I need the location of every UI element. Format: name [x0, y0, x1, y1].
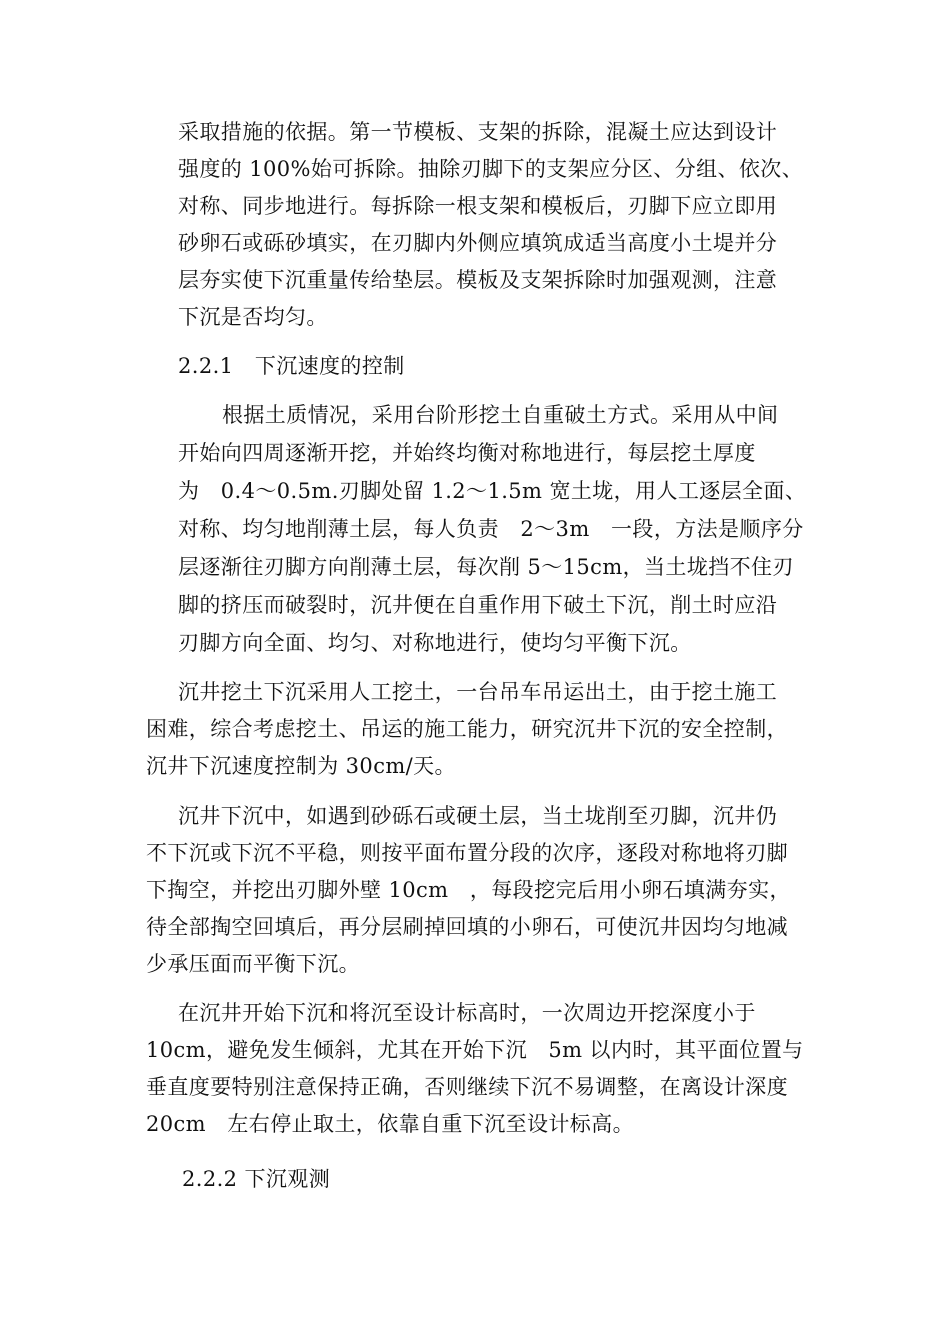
text-line: 对称、均匀地削薄土层，每人负责 2～3m 一段，方法是顺序分	[178, 517, 804, 541]
text-line: 为 0.4～0.5m.刃脚处留 1.2～1.5m 宽土垅，用人工逐层全面、	[178, 479, 807, 503]
text-line: 根据土质情况，采用台阶形挖土自重破土方式。采用从中间	[222, 403, 779, 427]
text-line: 10cm，避免发生倾斜，尤其在开始下沉 5m 以内时，其平面位置与	[146, 1038, 804, 1062]
text-line: 对称、同步地进行。每拆除一根支架和模板后，刃脚下应立即用	[178, 194, 778, 218]
section-heading-2-2-2: 2.2.2 下沉观测	[182, 1167, 331, 1191]
text-line: 困难，综合考虑挖土、吊运的施工能力，研究沉井下沉的安全控制，	[146, 717, 788, 741]
text-line: 20cm 左右停止取土，依靠自重下沉至设计标高。	[146, 1112, 634, 1136]
text-line: 砂卵石或砾砂填实，在刃脚内外侧应填筑成适当高度小土堤并分	[178, 231, 778, 255]
text-line: 沉井下沉速度控制为 30cm/天。	[146, 754, 456, 778]
text-line: 不下沉或下沉不平稳，则按平面布置分段的次序，逐段对称地将刃脚	[146, 841, 788, 865]
text-line: 层逐渐往刃脚方向削薄土层，每次削 5～15cm，当土垅挡不住刃	[178, 555, 794, 579]
text-line: 采取措施的依据。第一节模板、支架的拆除，混凝土应达到设计	[178, 120, 778, 144]
text-line: 强度的 100%始可拆除。抽除刃脚下的支架应分区、分组、依次、	[178, 157, 804, 181]
section-heading-2-2-1: 2.2.1 下沉速度的控制	[178, 354, 405, 378]
text-line: 在沉井开始下沉和将沉至设计标高时，一次周边开挖深度小于	[178, 1001, 756, 1025]
text-line: 待全部掏空回填后，再分层刷掉回填的小卵石，可使沉井因均匀地减	[146, 915, 788, 939]
text-line: 沉井下沉中，如遇到砂砾石或硬土层，当土垅削至刃脚，沉井仍	[178, 804, 778, 828]
text-line: 开始向四周逐渐开挖，并始终均衡对称地进行，每层挖土厚度	[178, 441, 756, 465]
text-line: 脚的挤压而破裂时，沉井便在自重作用下破土下沉，削土时应沿	[178, 593, 778, 617]
text-line: 层夯实使下沉重量传给垫层。模板及支架拆除时加强观测，注意	[178, 268, 778, 292]
text-line: 下沉是否均匀。	[178, 305, 328, 329]
text-line: 下掏空，并挖出刃脚外壁 10cm ，每段挖完后用小卵石填满夯实，	[146, 878, 791, 902]
text-line: 垂直度要特别注意保持正确，否则继续下沉不易调整，在离设计深度	[146, 1075, 788, 1099]
text-line: 刃脚方向全面、均匀、对称地进行，使均匀平衡下沉。	[178, 631, 692, 655]
text-line: 少承压面而平衡下沉。	[146, 952, 360, 976]
text-line: 沉井挖土下沉采用人工挖土，一台吊车吊运出土，由于挖土施工	[178, 680, 778, 704]
